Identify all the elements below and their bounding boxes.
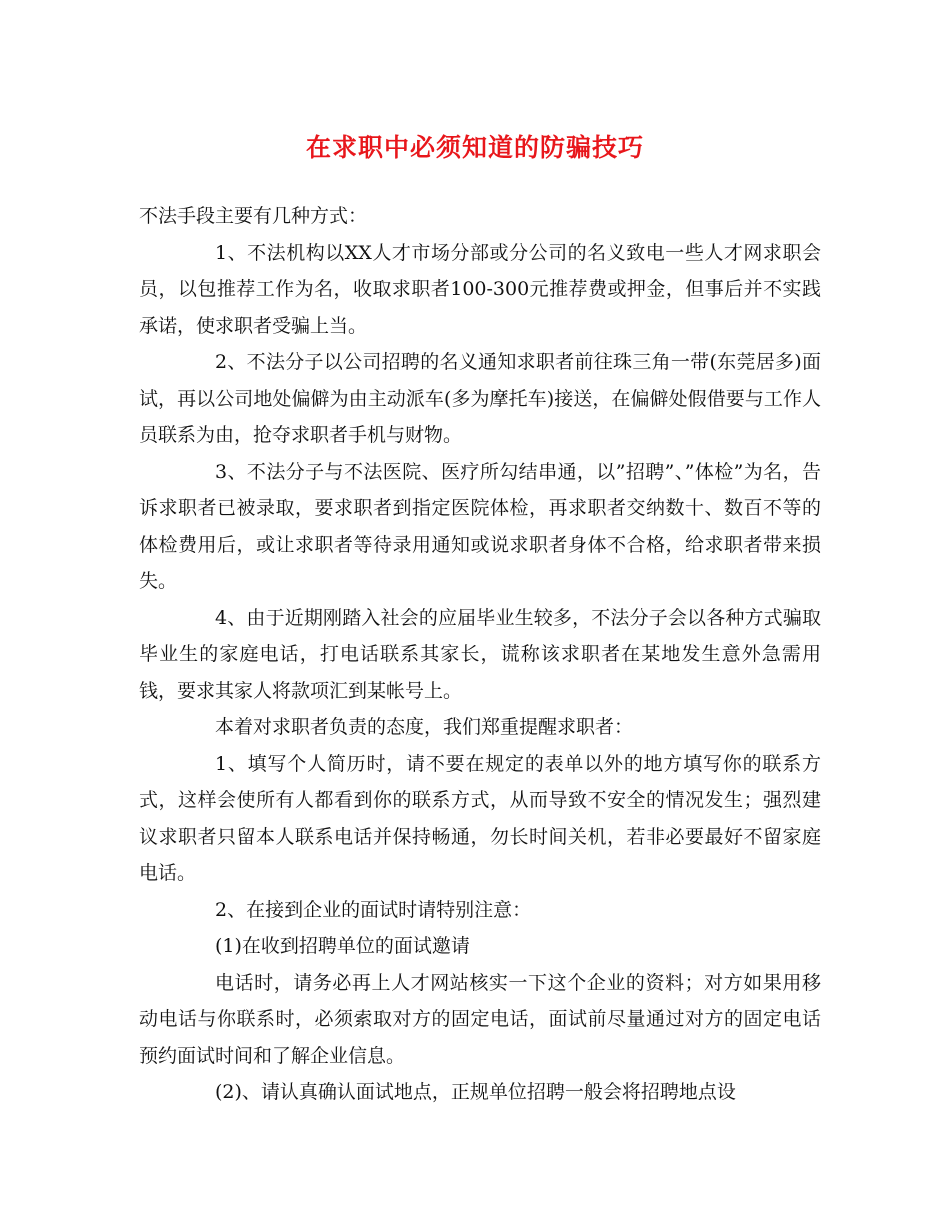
paragraph-tip-2-sub-2: (2)、请认真确认面试地点，正规单位招聘一般会将招聘地点设 <box>215 1081 736 1103</box>
paragraph-item-4: 4、由于近期刚踏入社会的应届毕业生较多，不法分子会以各种方式骗取毕业生的家庭电话，打电话联系其家长，谎称该求职者在某地发生意外急需用钱，要求其家人将款项汇到某帐号上。 <box>139 606 821 702</box>
paragraph-item-3: 3、不法分子与不法医院、医疗所勾结串通，以”招聘”、”体检”为名，告诉求职者已被录取，要求职者到指定医院体检，再求职者交纳数十、数百不等的体检费用后，或让求职者等待录用通知或说求职者身体不合格，给求职者带来损失。 <box>139 460 821 592</box>
document-body <box>139 198 821 1111</box>
paragraph-reminder-intro: 本着对求职者负责的态度，我们郑重提醒求职者： <box>215 716 634 738</box>
paragraph-tip-2: 2、在接到企业的面试时请特别注意： <box>215 898 532 921</box>
paragraph-intro: 不法手段主要有几种方式： <box>139 205 368 227</box>
paragraph-tip-2-sub-1-cont: 电话时，请务必再上人才网站核实一下这个企业的资料；对方如果用移动电话与你联系时，必须索取对方的固定电话，面试前尽量通过对方的固定电话预约面试时间和了解企业信息。 <box>139 971 821 1067</box>
document-title: 在求职中必须知道的防骗技巧 <box>305 133 644 162</box>
paragraph-tip-1: 1、填写个人简历时，请不要在规定的表单以外的地方填写你的联系方式，这样会使所有人都看到你的联系方式，从而导致不安全的情况发生；强烈建议求职者只留本人联系电话并保持畅通，勿长时间关机，若非必要最好不留家庭电话。 <box>139 752 821 884</box>
paragraph-item-1: 1、不法机构以XX人才市场分部或分公司的名义致电一些人才网求职会员，以包推荐工作为名，收取求职者100-300元推荐费或押金，但事后并不实践承诺，使求职者受骗上当。 <box>139 241 821 337</box>
paragraph-item-2: 2、不法分子以公司招聘的名义通知求职者前往珠三角一带(东莞居多)面试，再以公司地处偏僻为由主动派车(多为摩托车)接送，在偏僻处假借要与工作人员联系为由，抢夺求职者手机与财物。 <box>139 351 821 446</box>
paragraph-tip-2-sub-1: (1)在收到招聘单位的面试邀请 <box>215 935 470 957</box>
